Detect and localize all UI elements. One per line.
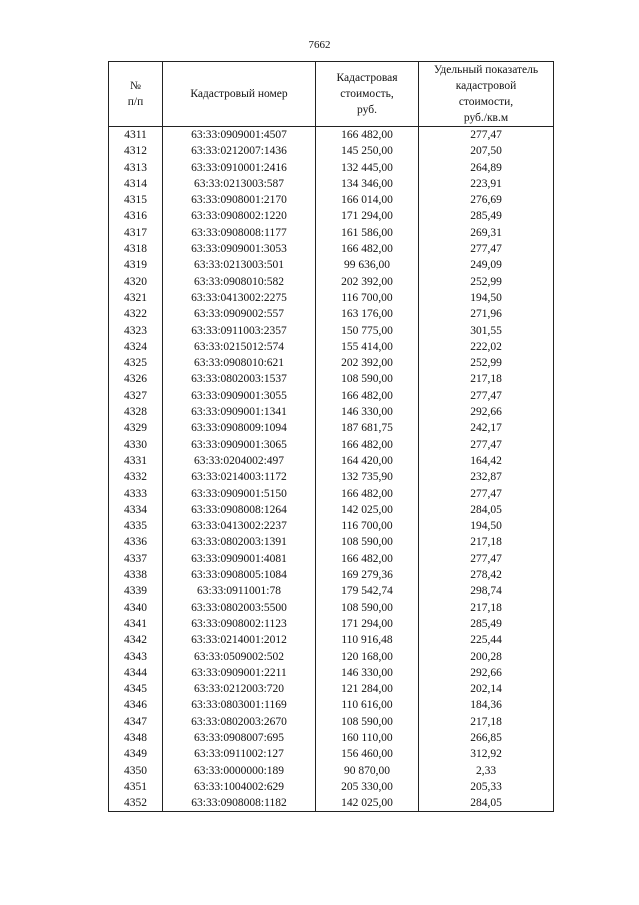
- table-row: [109, 502, 554, 518]
- cell-cadastral-number: 63:33:0908002:1123: [163, 616, 316, 632]
- header-cadastral-value-line2: стоимость,: [340, 88, 394, 100]
- cell-cadastral-value: 142 025,00: [316, 795, 419, 812]
- cell-row-number: 4330: [109, 437, 163, 453]
- cell-specific-index: 285,49: [419, 616, 554, 632]
- cell-row-number: 4346: [109, 697, 163, 713]
- table-row: [109, 257, 554, 273]
- header-cadastral-value-line3: руб.: [357, 104, 377, 116]
- cell-cadastral-number: 63:33:0212007:1436: [163, 143, 316, 159]
- cell-specific-index: 205,33: [419, 779, 554, 795]
- cell-cadastral-number: 63:33:0802003:1537: [163, 371, 316, 387]
- cell-cadastral-value: 108 590,00: [316, 600, 419, 616]
- cell-specific-index: 200,28: [419, 649, 554, 665]
- cell-cadastral-number: 63:33:0911002:127: [163, 746, 316, 762]
- cell-row-number: 4351: [109, 779, 163, 795]
- cell-row-number: 4343: [109, 649, 163, 665]
- table-row: [109, 567, 554, 583]
- table-row: [109, 160, 554, 176]
- cell-cadastral-number: 63:33:0911001:78: [163, 583, 316, 599]
- cell-cadastral-value: 161 586,00: [316, 225, 419, 241]
- header-cadastral-number-text: Кадастровый номер: [190, 88, 288, 100]
- cell-cadastral-number: 63:33:0802003:5500: [163, 600, 316, 616]
- cell-specific-index: 217,18: [419, 534, 554, 550]
- cell-specific-index: 269,31: [419, 225, 554, 241]
- cell-specific-index: 184,36: [419, 697, 554, 713]
- cell-specific-index: 252,99: [419, 355, 554, 371]
- cell-row-number: 4314: [109, 176, 163, 192]
- cell-specific-index: 277,47: [419, 127, 554, 144]
- table-row: [109, 730, 554, 746]
- cell-row-number: 4317: [109, 225, 163, 241]
- cell-cadastral-number: 63:33:0908001:2170: [163, 192, 316, 208]
- cell-row-number: 4320: [109, 274, 163, 290]
- cell-cadastral-number: 63:33:0909001:4507: [163, 127, 316, 144]
- cell-cadastral-number: 63:33:0413002:2237: [163, 518, 316, 534]
- cell-cadastral-number: 63:33:0908009:1094: [163, 420, 316, 436]
- table-row: [109, 714, 554, 730]
- table-row: [109, 225, 554, 241]
- cell-cadastral-value: 205 330,00: [316, 779, 419, 795]
- cell-cadastral-value: 163 176,00: [316, 306, 419, 322]
- cell-cadastral-value: 166 482,00: [316, 127, 419, 144]
- cell-specific-index: 194,50: [419, 518, 554, 534]
- cell-row-number: 4337: [109, 551, 163, 567]
- cell-specific-index: 277,47: [419, 551, 554, 567]
- table-row: [109, 176, 554, 192]
- cell-row-number: 4347: [109, 714, 163, 730]
- table-row: [109, 795, 554, 812]
- header-specific-index-line2: кадастровой: [455, 80, 517, 92]
- cell-cadastral-value: 142 025,00: [316, 502, 419, 518]
- cell-cadastral-number: 63:33:0509002:502: [163, 649, 316, 665]
- cell-cadastral-value: 90 870,00: [316, 763, 419, 779]
- cell-cadastral-number: 63:33:0802003:1391: [163, 534, 316, 550]
- cell-row-number: 4316: [109, 208, 163, 224]
- table-row: [109, 518, 554, 534]
- cell-cadastral-value: 145 250,00: [316, 143, 419, 159]
- cell-row-number: 4323: [109, 323, 163, 339]
- cell-specific-index: 292,66: [419, 404, 554, 420]
- cell-cadastral-value: 132 445,00: [316, 160, 419, 176]
- cell-cadastral-value: 169 279,36: [316, 567, 419, 583]
- cell-row-number: 4318: [109, 241, 163, 257]
- cell-specific-index: 284,05: [419, 502, 554, 518]
- table-row: [109, 697, 554, 713]
- table-row: [109, 306, 554, 322]
- cell-row-number: 4315: [109, 192, 163, 208]
- table-row: [109, 208, 554, 224]
- cell-specific-index: 284,05: [419, 795, 554, 812]
- cell-cadastral-number: 63:33:0909001:3055: [163, 388, 316, 404]
- cell-cadastral-value: 108 590,00: [316, 714, 419, 730]
- cell-row-number: 4312: [109, 143, 163, 159]
- cell-specific-index: 277,47: [419, 486, 554, 502]
- cell-cadastral-number: 63:33:0802003:2670: [163, 714, 316, 730]
- cell-cadastral-number: 63:33:0215012:574: [163, 339, 316, 355]
- cell-specific-index: 301,55: [419, 323, 554, 339]
- cell-specific-index: 278,42: [419, 567, 554, 583]
- cell-cadastral-value: 120 168,00: [316, 649, 419, 665]
- cell-specific-index: 242,17: [419, 420, 554, 436]
- cell-specific-index: 277,47: [419, 241, 554, 257]
- cell-cadastral-number: 63:33:0413002:2275: [163, 290, 316, 306]
- cell-cadastral-value: 150 775,00: [316, 323, 419, 339]
- cell-cadastral-value: 108 590,00: [316, 371, 419, 387]
- cell-row-number: 4324: [109, 339, 163, 355]
- cell-row-number: 4342: [109, 632, 163, 648]
- cell-row-number: 4322: [109, 306, 163, 322]
- cell-specific-index: 271,96: [419, 306, 554, 322]
- page-number: 7662: [308, 39, 331, 51]
- cell-cadastral-value: 134 346,00: [316, 176, 419, 192]
- cell-specific-index: 164,42: [419, 453, 554, 469]
- cell-cadastral-value: 116 700,00: [316, 290, 419, 306]
- cell-cadastral-number: 63:33:0803001:1169: [163, 697, 316, 713]
- header-specific-index-line3: стоимости,: [458, 96, 514, 108]
- cell-row-number: 4325: [109, 355, 163, 371]
- table-row: [109, 746, 554, 762]
- table-row: [109, 763, 554, 779]
- cell-specific-index: 285,49: [419, 208, 554, 224]
- table-row: [109, 143, 554, 159]
- table-row: [109, 453, 554, 469]
- cell-cadastral-number: 63:33:0909001:1341: [163, 404, 316, 420]
- cell-specific-index: 194,50: [419, 290, 554, 306]
- cell-row-number: 4338: [109, 567, 163, 583]
- cell-cadastral-number: 63:33:0909001:4081: [163, 551, 316, 567]
- cell-cadastral-number: 63:33:0909001:3053: [163, 241, 316, 257]
- cell-specific-index: 202,14: [419, 681, 554, 697]
- table-row: [109, 616, 554, 632]
- cell-cadastral-value: 187 681,75: [316, 420, 419, 436]
- cell-cadastral-number: 63:33:0204002:497: [163, 453, 316, 469]
- cell-row-number: 4345: [109, 681, 163, 697]
- table-row: [109, 437, 554, 453]
- cell-specific-index: 232,87: [419, 469, 554, 485]
- cell-cadastral-value: 171 294,00: [316, 616, 419, 632]
- cell-cadastral-number: 63:33:0911003:2357: [163, 323, 316, 339]
- table-row: [109, 681, 554, 697]
- header-cadastral-value-line1: Кадастровая: [336, 72, 398, 84]
- cell-row-number: 4341: [109, 616, 163, 632]
- table-header: [109, 62, 554, 127]
- cell-cadastral-number: 63:33:0908010:582: [163, 274, 316, 290]
- cell-cadastral-value: 202 392,00: [316, 274, 419, 290]
- table-row: [109, 583, 554, 599]
- cell-cadastral-number: 63:33:0908008:1182: [163, 795, 316, 812]
- cell-row-number: 4333: [109, 486, 163, 502]
- cell-cadastral-number: 63:33:0909001:3065: [163, 437, 316, 453]
- cell-cadastral-value: 179 542,74: [316, 583, 419, 599]
- cell-specific-index: 217,18: [419, 371, 554, 387]
- cell-cadastral-value: 99 636,00: [316, 257, 419, 273]
- table-row: [109, 388, 554, 404]
- header-row-number: [109, 62, 163, 127]
- table-row: [109, 420, 554, 436]
- cell-specific-index: 266,85: [419, 730, 554, 746]
- cell-cadastral-value: 166 482,00: [316, 437, 419, 453]
- cell-cadastral-value: 146 330,00: [316, 665, 419, 681]
- cell-cadastral-number: 63:33:0212003:720: [163, 681, 316, 697]
- cell-specific-index: 264,89: [419, 160, 554, 176]
- cell-specific-index: 217,18: [419, 714, 554, 730]
- cell-cadastral-value: 202 392,00: [316, 355, 419, 371]
- cell-cadastral-number: 63:33:0908005:1084: [163, 567, 316, 583]
- header-row-number-line2: п/п: [127, 96, 144, 108]
- cell-cadastral-value: 166 482,00: [316, 241, 419, 257]
- cell-specific-index: 223,91: [419, 176, 554, 192]
- cell-row-number: 4334: [109, 502, 163, 518]
- cell-cadastral-number: 63:33:0908007:695: [163, 730, 316, 746]
- cell-cadastral-number: 63:33:0213003:587: [163, 176, 316, 192]
- header-specific-index: [419, 62, 554, 127]
- cell-cadastral-value: 155 414,00: [316, 339, 419, 355]
- cell-row-number: 4328: [109, 404, 163, 420]
- table-row: [109, 323, 554, 339]
- cell-cadastral-value: 110 916,48: [316, 632, 419, 648]
- table-row: [109, 290, 554, 306]
- cell-cadastral-value: 166 482,00: [316, 551, 419, 567]
- cell-row-number: 4336: [109, 534, 163, 550]
- cell-cadastral-value: 108 590,00: [316, 534, 419, 550]
- cell-cadastral-value: 166 482,00: [316, 388, 419, 404]
- table-row: [109, 551, 554, 567]
- cell-cadastral-number: 63:33:0908008:1264: [163, 502, 316, 518]
- cell-specific-index: 277,47: [419, 437, 554, 453]
- cell-row-number: 4326: [109, 371, 163, 387]
- cell-cadastral-value: 171 294,00: [316, 208, 419, 224]
- cell-specific-index: 292,66: [419, 665, 554, 681]
- cell-cadastral-value: 116 700,00: [316, 518, 419, 534]
- cell-row-number: 4335: [109, 518, 163, 534]
- cell-specific-index: 277,47: [419, 388, 554, 404]
- header-row-number-line1: №: [130, 80, 141, 92]
- table-row: [109, 339, 554, 355]
- table-header-row: [109, 62, 554, 127]
- table-row: [109, 600, 554, 616]
- cell-cadastral-number: 63:33:0214001:2012: [163, 632, 316, 648]
- table-row: [109, 371, 554, 387]
- cell-row-number: 4340: [109, 600, 163, 616]
- cell-cadastral-number: 63:33:0908008:1177: [163, 225, 316, 241]
- cell-row-number: 4349: [109, 746, 163, 762]
- table-row: [109, 127, 554, 144]
- table-row: [109, 355, 554, 371]
- table-row: [109, 404, 554, 420]
- table-row: [109, 469, 554, 485]
- cell-cadastral-number: 63:33:0213003:501: [163, 257, 316, 273]
- cell-cadastral-value: 166 482,00: [316, 486, 419, 502]
- cell-specific-index: 252,99: [419, 274, 554, 290]
- cell-cadastral-value: 146 330,00: [316, 404, 419, 420]
- cell-specific-index: 207,50: [419, 143, 554, 159]
- table-row: [109, 486, 554, 502]
- cell-row-number: 4311: [109, 127, 163, 144]
- cell-row-number: 4313: [109, 160, 163, 176]
- table-row: [109, 274, 554, 290]
- header-cadastral-value: [316, 62, 419, 127]
- cell-row-number: 4319: [109, 257, 163, 273]
- cell-specific-index: 2,33: [419, 763, 554, 779]
- cell-cadastral-number: 63:33:0214003:1172: [163, 469, 316, 485]
- cell-specific-index: 249,09: [419, 257, 554, 273]
- cell-cadastral-number: 63:33:0909002:557: [163, 306, 316, 322]
- cell-row-number: 4332: [109, 469, 163, 485]
- cell-cadastral-value: 132 735,90: [316, 469, 419, 485]
- table-row: [109, 665, 554, 681]
- cell-cadastral-value: 156 460,00: [316, 746, 419, 762]
- table-row: [109, 632, 554, 648]
- cell-row-number: 4350: [109, 763, 163, 779]
- cell-cadastral-value: 121 284,00: [316, 681, 419, 697]
- cell-cadastral-number: 63:33:0909001:2211: [163, 665, 316, 681]
- cell-cadastral-value: 166 014,00: [316, 192, 419, 208]
- header-specific-index-line4: руб./кв.м: [463, 112, 509, 124]
- cell-specific-index: 225,44: [419, 632, 554, 648]
- cell-cadastral-value: 164 420,00: [316, 453, 419, 469]
- cell-cadastral-number: 63:33:1004002:629: [163, 779, 316, 795]
- cell-cadastral-number: 63:33:0909001:5150: [163, 486, 316, 502]
- table-row: [109, 649, 554, 665]
- table-row: [109, 534, 554, 550]
- table-row: [109, 779, 554, 795]
- header-specific-index-line1: Удельный показатель: [433, 64, 539, 76]
- cell-row-number: 4348: [109, 730, 163, 746]
- cell-row-number: 4327: [109, 388, 163, 404]
- cell-specific-index: 298,74: [419, 583, 554, 599]
- cell-cadastral-number: 63:33:0910001:2416: [163, 160, 316, 176]
- cell-specific-index: 222,02: [419, 339, 554, 355]
- cell-row-number: 4344: [109, 665, 163, 681]
- cell-row-number: 4339: [109, 583, 163, 599]
- header-cadastral-number: [163, 62, 316, 127]
- cell-row-number: 4321: [109, 290, 163, 306]
- table-body: [109, 127, 554, 812]
- table-row: [109, 241, 554, 257]
- cell-row-number: 4352: [109, 795, 163, 812]
- cell-cadastral-number: 63:33:0908010:621: [163, 355, 316, 371]
- cadastral-value-table: [108, 61, 554, 812]
- cell-cadastral-number: 63:33:0908002:1220: [163, 208, 316, 224]
- cell-row-number: 4329: [109, 420, 163, 436]
- cell-cadastral-value: 110 616,00: [316, 697, 419, 713]
- cell-specific-index: 312,92: [419, 746, 554, 762]
- cell-specific-index: 217,18: [419, 600, 554, 616]
- cell-cadastral-value: 160 110,00: [316, 730, 419, 746]
- table-row: [109, 192, 554, 208]
- cell-specific-index: 276,69: [419, 192, 554, 208]
- cell-row-number: 4331: [109, 453, 163, 469]
- cell-cadastral-number: 63:33:0000000:189: [163, 763, 316, 779]
